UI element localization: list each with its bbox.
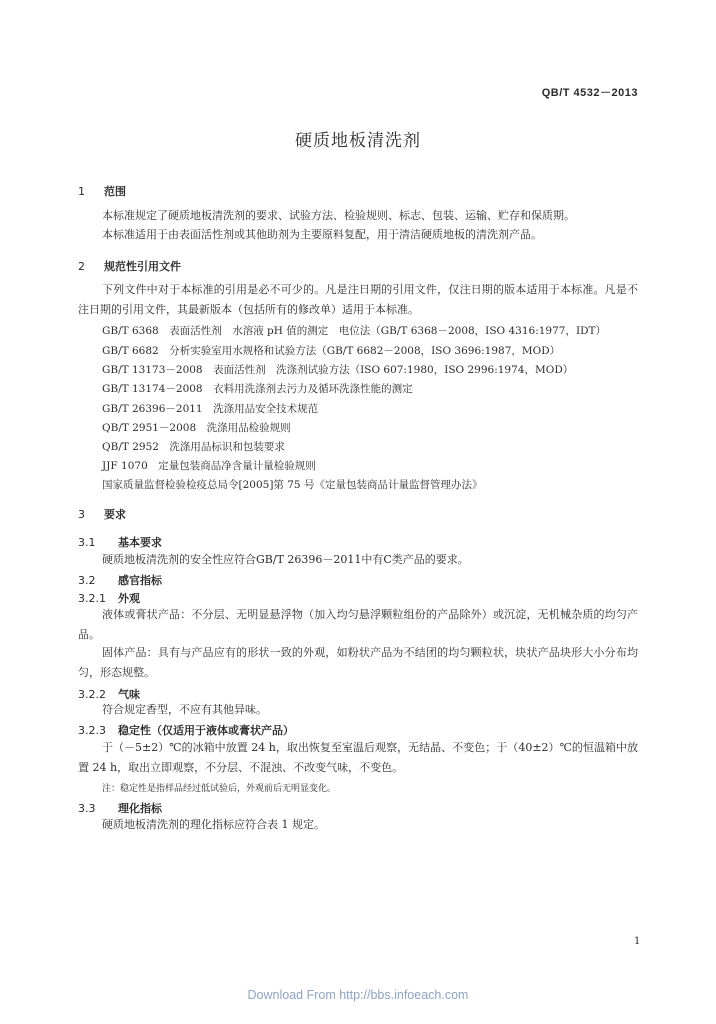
section-1-paragraph-2: 本标准适用于由表面活性剂或其他助剂为主要原料复配，用于清洁硬质地板的清洗剂产品。 bbox=[102, 228, 542, 241]
subsection-number: 3.2.2 bbox=[78, 688, 106, 701]
reference-item: GB/T 13174－2008 衣料用洗涤剂去污力及循环洗涤性能的测定 bbox=[102, 383, 413, 395]
section-title: 要求 bbox=[104, 508, 126, 521]
subsection-3-3-text: 硬质地板清洗剂的理化指标应符合表 1 规定。 bbox=[102, 818, 325, 831]
subsection-number: 3.3 bbox=[78, 802, 96, 815]
section-title: 范围 bbox=[104, 185, 126, 198]
subsection-title: 感官指标 bbox=[118, 574, 162, 587]
subsection-title: 外观 bbox=[118, 592, 140, 605]
subsection-3-2-heading bbox=[78, 572, 162, 588]
subsection-3-2-1-heading bbox=[78, 590, 140, 606]
standard-code: QB/T 4532－2013 bbox=[541, 87, 638, 99]
section-number: 3 bbox=[78, 508, 85, 521]
section-2-heading bbox=[78, 258, 181, 274]
reference-item: GB/T 26396－2011 洗涤用品安全技术规范 bbox=[102, 403, 319, 415]
reference-item: GB/T 6368 表面活性剂 水溶液 pH 值的测定 电位法（GB/T 6368－2008，ISO 4316:1977，IDT） bbox=[102, 325, 607, 337]
reference-item: QB/T 2951－2008 洗涤用品检验规则 bbox=[102, 422, 291, 434]
section-2-intro: 下列文件中对于本标准的引用是必不可少的。凡是注日期的引用文件，仅注日期的版本适用于本标准。凡是不注日期的引用文件，其最新版本（包括所有的修改单）适用于本标准。 bbox=[78, 283, 638, 316]
document-title: 硬质地板清洗剂 bbox=[295, 131, 421, 151]
subsection-number: 3.2 bbox=[78, 574, 96, 587]
download-footer-link[interactable]: Download From http://bbs.infoeach.com bbox=[247, 988, 469, 1002]
reference-item: QB/T 2952 洗涤用品标识和包装要求 bbox=[102, 441, 285, 453]
subsection-title: 基本要求 bbox=[118, 536, 162, 549]
subsection-number: 3.2.3 bbox=[78, 724, 106, 737]
subsection-title: 理化指标 bbox=[118, 802, 162, 815]
section-1-paragraph-1: 本标准规定了硬质地板清洗剂的要求、试验方法、检验规则、标志、包装、运输、贮存和保质期。 bbox=[102, 209, 575, 222]
subsection-3-2-1-paragraph-2: 固体产品：具有与产品应有的形状一致的外观，如粉状产品为不结团的均匀颗粒状，块状产品块形大小分布均匀，形态规整。 bbox=[78, 646, 638, 679]
page-number: 1 bbox=[634, 936, 641, 947]
subsection-3-2-1-paragraph-1: 液体或膏状产品：不分层、无明显悬浮物（加入均匀悬浮颗粒组份的产品除外）或沉淀，无机械杂质的均匀产品。 bbox=[78, 608, 638, 641]
section-number: 1 bbox=[78, 185, 85, 198]
subsection-title: 稳定性（仅适用于液体或膏状产品） bbox=[118, 724, 294, 737]
section-1-heading bbox=[78, 183, 126, 199]
subsection-number: 3.2.1 bbox=[78, 592, 106, 605]
subsection-3-2-3-note: 注：稳定性是指样品经过低试验后，外观前后无明显变化。 bbox=[102, 784, 337, 794]
reference-item: GB/T 6682 分析实验室用水规格和试验方法（GB/T 6682－2008，ISO 3696:1987，MOD） bbox=[102, 345, 561, 357]
reference-item: JJF 1070 定量包装商品净含量计量检验规则 bbox=[102, 460, 316, 472]
subsection-3-2-2-text: 符合规定香型，不应有其他异味。 bbox=[102, 703, 267, 716]
subsection-title: 气味 bbox=[118, 688, 140, 701]
subsection-3-1-text: 硬质地板清洗剂的安全性应符合GB/T 26396－2011中有C类产品的要求。 bbox=[102, 553, 469, 566]
subsection-3-2-3-heading bbox=[78, 722, 294, 738]
section-title: 规范性引用文件 bbox=[104, 260, 181, 273]
reference-item: 国家质量监督检验检疫总局令[2005]第 75 号《定量包装商品计量监督管理办法》 bbox=[102, 479, 483, 491]
reference-item: GB/T 13173－2008 表面活性剂 洗涤剂试验方法（ISO 607:1980，ISO 2996:1974，MOD） bbox=[102, 364, 574, 376]
subsection-3-2-3-text: 于（－5±2）℃的冰箱中放置 24 h，取出恢复至室温后观察，无结晶、不变色；于（40±2）℃的恒温箱中放置 24 h，取出立即观察，不分层、不混浊、不改变气味，不变色。 bbox=[78, 741, 638, 774]
subsection-3-1-heading bbox=[78, 534, 162, 550]
subsection-number: 3.1 bbox=[78, 536, 96, 549]
subsection-3-3-heading bbox=[78, 800, 162, 816]
section-number: 2 bbox=[78, 260, 85, 273]
section-3-heading bbox=[78, 506, 126, 522]
